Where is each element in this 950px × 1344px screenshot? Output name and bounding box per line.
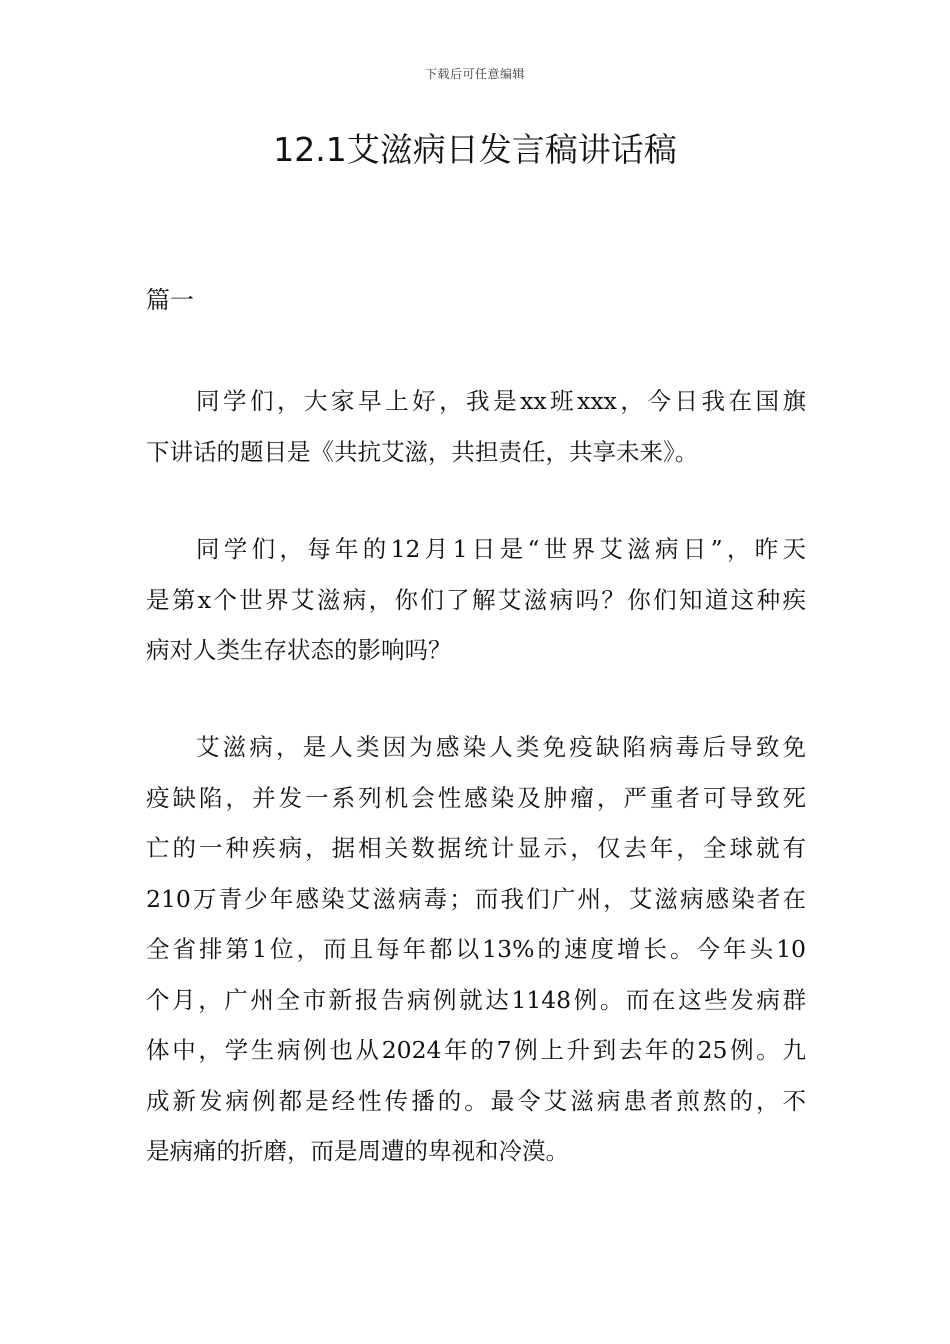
paragraph-line: 亡的一种疾病，据相关数据统计显示，仅去年，全球就有 bbox=[146, 834, 806, 862]
paragraph-line: 成新发病例都是经性传播的。最令艾滋病患者煎熬的，不 bbox=[146, 1086, 806, 1115]
paragraph-line: 是第x个世界艾滋病，你们了解艾滋病吗？你们知道这种疾 bbox=[146, 585, 806, 614]
header-note: 下载后可任意编辑 bbox=[424, 67, 525, 81]
paragraph-line: 是病痛的折磨，而是周遭的卑视和冷漠。 bbox=[146, 1137, 569, 1165]
paragraph-line: 全省排第1位，而且每年都以13%的速度增长。今年头10 bbox=[146, 935, 806, 963]
paragraph-line: 个月，广州全市新报告病例就达1148例。而在这些发病群 bbox=[146, 985, 806, 1014]
paragraph-line: 病对人类生存状态的影响吗？ bbox=[146, 636, 452, 664]
paragraph-line: 体中，学生病例也从2024年的7例上升到去年的25例。九 bbox=[146, 1036, 806, 1064]
document-title: 12.1艾滋病日发言稿讲话稿 bbox=[273, 130, 677, 169]
paragraph-2 bbox=[146, 524, 806, 676]
section-label: 篇一 bbox=[146, 286, 194, 314]
paragraph-line: 同学们，每年的12月1日是“世界艾滋病日”，昨天 bbox=[196, 535, 806, 563]
paragraph-line: 艾滋病，是人类因为感染人类免疫缺陷病毒后导致免 bbox=[196, 733, 806, 761]
paragraph-line: 疫缺陷，并发一系列机会性感染及肿瘤，严重者可导致死 bbox=[146, 783, 806, 812]
paragraph-3 bbox=[146, 722, 806, 1177]
paragraph-line: 下讲话的题目是《共抗艾滋，共担责任，共享未来》。 bbox=[146, 437, 699, 466]
paragraph-1 bbox=[146, 376, 806, 477]
paragraph-line: 同学们，大家早上好，我是xx班xxx，今日我在国旗 bbox=[196, 387, 806, 415]
paragraph-line: 210万青少年感染艾滋病毒；而我们广州，艾滋病感染者在 bbox=[146, 884, 806, 913]
